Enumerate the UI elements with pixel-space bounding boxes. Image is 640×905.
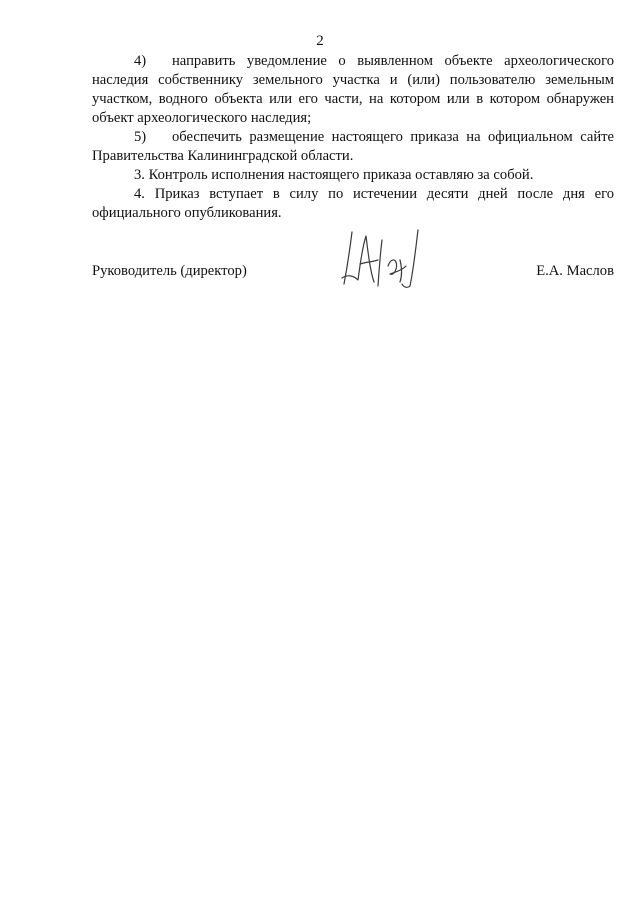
item-number: 4)	[134, 53, 147, 69]
page-number: 2	[316, 33, 324, 49]
document-body	[92, 52, 614, 223]
paragraph-point-4: 4. Приказ вступает в силу по истечении десяти дней после дня его официального опубликования.	[92, 186, 614, 221]
item-number: 5)	[134, 129, 147, 145]
paragraph-item-4	[92, 52, 614, 128]
paragraph-text: обеспечить размещение настоящего приказа на официальном сайте Правительства Калининградской области.	[92, 129, 614, 164]
signer-name: Е.А. Маслов	[536, 263, 614, 279]
signer-position: Руководитель (директор)	[92, 263, 247, 279]
paragraph-item-5	[92, 128, 614, 166]
paragraph-text: направить уведомление о выявленном объекте археологического наследия собственнику земельного участка и (или) пользователю земельным участком, водного объекта или его части, на котором или в котором обнаружен объект археологического наследия;	[92, 53, 614, 126]
signature-block	[92, 262, 614, 282]
paragraph-point-3: 3. Контроль исполнения настоящего приказа оставляю за собой.	[134, 167, 534, 183]
